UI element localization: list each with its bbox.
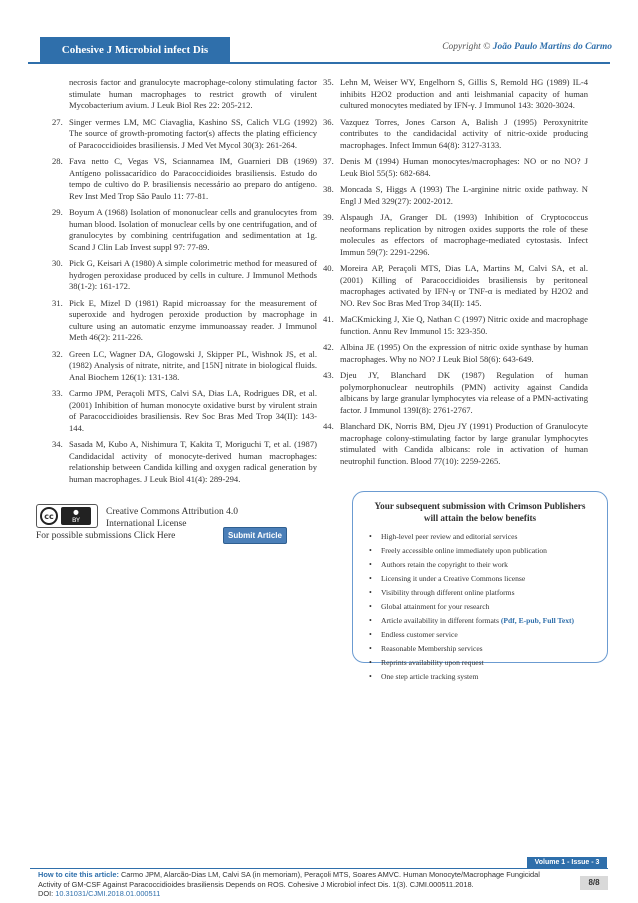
reference-item <box>52 117 317 152</box>
license-text <box>106 506 238 530</box>
reference-number: 41. <box>323 314 334 324</box>
reference-text: Albina JE (1995) On the expression of nitric oxide synthase by human macrophages. Why no NO? J Leuk Biol 58(6): 643-649. <box>340 342 588 364</box>
reference-number: 28. <box>52 156 63 166</box>
references-left-column <box>52 77 317 490</box>
reference-text: Pick E, Mizel D (1981) Rapid microassay for the measurement of superoxide and hydrogen peroxide production by macrophage in culture using an automatic enzyme immunoassay reader. J Immunol Meth 46(2): 211-226. <box>69 297 317 342</box>
benefit-item <box>369 588 607 598</box>
reference-text: Blanchard DK, Norris BM, Djeu JY (1991) Production of Granulocyte macrophage colony-stimulating factor by large granular lymphocytes stimulated with Candida albicans: role in activation of human neutrophil function. Blood 77(10): 2259-2265. <box>340 421 588 466</box>
reference-text: necrosis factor and granulocyte macrophage-colony stimulating factor stimulate human macrophages to restrict growth of virulent Mycobacterium avium. J Leuk Biol Res 22: 205-212. <box>69 77 317 110</box>
benefits-title-line-2: will attain the below benefits <box>423 513 537 523</box>
benefits-title <box>353 500 607 524</box>
reference-number: 36. <box>323 116 334 127</box>
benefit-text: High-level peer review and editorial services <box>381 532 518 541</box>
submit-article-button[interactable]: Submit Article <box>223 527 287 544</box>
header-divider <box>28 62 610 64</box>
references-right-column <box>323 77 588 472</box>
benefit-text: Authors retain the copyright to their work <box>381 560 508 569</box>
reference-number: 38. <box>323 184 334 194</box>
benefit-text: Licensing it under a Creative Commons license <box>381 574 526 583</box>
journal-title: Cohesive J Microbiol infect Dis <box>40 37 230 63</box>
reference-number: 31. <box>52 297 63 308</box>
doi-link[interactable]: 10.31031/CJMI.2018.01.000511 <box>55 889 161 898</box>
crimson-benefits-box <box>352 491 608 681</box>
benefit-text: Freely accessible online immediately upon publication <box>381 546 547 555</box>
reference-text: Fava netto C, Vegas VS, Sciannamea IM, Guarnieri DB (1969) Antígeno polissacarídico do Paracoccidioides brasiliensis. Estudo do tempo de cultivo do P. brasiliensis necessário ao preparo do antígeno. Rev Inst Med Trop São Paulo 11: 77-81. <box>69 156 317 201</box>
benefits-title-line-1: Your subsequent submission with Crimson Publishers <box>374 501 586 511</box>
license-line-2: International License <box>106 519 187 529</box>
reference-item <box>323 263 588 309</box>
benefit-item <box>369 644 607 654</box>
reference-number: 43. <box>323 370 334 380</box>
benefits-list <box>353 532 607 682</box>
reference-text: Singer vermes LM, MC Ciavaglia, Kashino SS, Calich VLG (1992) The source of growth-promoting factor(s) affects the plating efficiency of Paracoccidioides brasiliensis. J Med Vet Mycol 30(3): 261-264. <box>69 116 317 150</box>
reference-item <box>323 184 588 207</box>
reference-item <box>323 212 588 258</box>
benefit-item <box>369 658 607 668</box>
reference-item <box>52 156 317 202</box>
copyright <box>442 42 612 52</box>
benefit-item <box>369 616 607 626</box>
reference-item <box>52 439 317 485</box>
cc-icon: cc <box>40 507 58 525</box>
reference-item <box>52 388 317 434</box>
reference-number: 34. <box>52 439 63 449</box>
benefit-text: Global attainment for your research <box>381 602 490 611</box>
reference-number: 33. <box>52 388 63 398</box>
benefit-text: Reprints availability upon request <box>381 658 484 667</box>
reference-number: 39. <box>323 212 334 222</box>
reference-text: Denis M (1994) Human monocytes/macrophages: NO or no NO? J Leuk Biol 55(5): 682-684. <box>340 156 588 178</box>
reference-text: Lehn M, Weiser WY, Engelhorn S, Gillis S, Remold HG (1989) IL-4 inhibits H2O2 production and anti leishmanial capacity of human cultured monocytes mediated by IFN-γ. J Immunol 143: 3020-3024. <box>340 77 588 110</box>
reference-item <box>323 156 588 179</box>
reference-number: 40. <box>323 263 334 273</box>
benefit-text: Endless customer service <box>381 630 458 639</box>
benefit-item <box>369 630 607 640</box>
benefit-item <box>369 672 607 682</box>
doi-label: DOI: <box>38 889 54 898</box>
benefit-item <box>369 574 607 584</box>
reference-text: Green LC, Wagner DA, Glogowski J, Skipper PL, Wishnok JS, et al. (1982) Analysis of nitrate, nitrite, and [15N] nitrate in biological fluids. Anal Biochem 126(1): 131-138. <box>69 348 317 382</box>
reference-item <box>323 421 588 467</box>
reference-text: MaCKmicking J, Xie Q, Nathan C (1997) Nitric oxide and macrophage function. Annu Rev Immunol 15: 323-350. <box>340 314 588 336</box>
reference-number: 32. <box>52 348 63 359</box>
benefit-item <box>369 560 607 570</box>
citation-text: Carmo JPM, Alarcão-Dias LM, Calvi SA (in memoriam), Peraçoli MTS, Soares AMVC. Human Monocyte/Macrophage Fungicidal Activity of GM-CSF Against Paracoccidioides brasiliensis Depends on ROS. Cohesive J Microbiol infect Dis. 1(3). CJMI.000511.2018. <box>38 870 540 889</box>
creative-commons-badge[interactable] <box>36 504 98 528</box>
reference-text: Vazquez Torres, Jones Carson A, Balish J (1995) Peroxynitrite contributes to the candidacidal activity of nitric-oxide producing macrophages. Infect Immun 64(8): 3127-3133. <box>340 116 588 150</box>
page-number: 8/8 <box>580 876 608 890</box>
submission-prompt: For possible submissions Click Here <box>36 531 176 541</box>
reference-number: 35. <box>323 77 334 87</box>
reference-item <box>323 117 588 152</box>
reference-item <box>323 342 588 365</box>
reference-text: Boyum A (1968) Isolation of mononuclear cells and granulocytes from human blood. Isolation of monuclear cells by one centrifugation, and of granulocytes by combining centrifugation and sedimentation at 1g. Scand J Clin Lab Invest suppl 97: 77-89. <box>69 207 317 252</box>
reference-number: 30. <box>52 258 63 268</box>
volume-badge: Volume 1 - Issue - 3 <box>527 857 607 868</box>
reference-text: Pick G, Keisari A (1980) A simple colorimetric method for measured of hydrogen peroxidase produced by cells in culture. J Immunol Methods 38(1-2): 161-172. <box>69 258 317 291</box>
cc-by-icon <box>61 507 91 525</box>
reference-item <box>52 298 317 344</box>
formats-highlight: (Pdf, E-pub, Full Text) <box>500 616 575 625</box>
copyright-author: João Paulo Martins do Carmo <box>492 42 612 52</box>
reference-item <box>323 314 588 337</box>
citation-label: How to cite this article: <box>38 870 119 879</box>
benefit-text: Article availability in different formats <box>381 616 499 625</box>
footer-divider <box>30 868 608 869</box>
reference-text: Djeu JY, Blanchard DK (1987) Regulation of human polymorphonuclear neutrophils (PMN) activity against Candida albicans by large granular lymphocytes via release of a PMN-activating factor. J Immunol 139I(8): 2761-2767. <box>340 370 588 415</box>
person-icon: ● <box>73 508 79 516</box>
cc-by-label: BY <box>71 516 81 524</box>
reference-number: 37. <box>323 156 334 166</box>
reference-text: Moncada S, Higgs A (1993) The L-arginine nitric oxide pathway. N Engl J Med 329(27): 2002-2012. <box>340 184 588 206</box>
reference-text: Moreira AP, Peraçoli MTS, Dias LA, Martins M, Calvi SA, et al. (2001) Killing of Paracoccidioides brasiliensis by peritoneal macrophages activated by IFN-γ or TNF-α is mediated by H2O2 and NO. Rev Soc Bras Med Trop 34(II): 145. <box>340 263 588 308</box>
reference-number: 44. <box>323 421 334 431</box>
reference-item <box>52 258 317 293</box>
reference-item <box>52 207 317 253</box>
reference-number: 27. <box>52 116 63 127</box>
reference-item <box>52 349 317 384</box>
citation <box>38 870 548 899</box>
benefit-item <box>369 532 607 542</box>
reference-item <box>323 370 588 416</box>
copyright-prefix: Copyright © <box>442 42 491 52</box>
benefit-text: Visibility through different online platforms <box>381 588 515 597</box>
reference-text: Carmo JPM, Peraçoli MTS, Calvi SA, Dias LA, Rodrigues DR, et al. (2001) Inhibition of human monocyte oxidative burst by virulent strain of Paracoccidioides brasiliensis. Rev Soc Bras Med Trop 34(II): 143-144. <box>69 388 317 433</box>
benefit-item <box>369 602 607 612</box>
benefit-item <box>369 546 607 556</box>
reference-item <box>323 77 588 112</box>
benefit-text: One step article tracking system <box>381 672 479 681</box>
reference-item <box>52 77 317 112</box>
license-line-1: Creative Commons Attribution 4.0 <box>106 507 238 517</box>
reference-text: Alspaugh JA, Granger DL (1993) Inhibition of Cryptococcus neoformans replication by nitrogen oxides supports the role of these molecules as effectors of macrophage-mediated cytostasis. Infect Immun 59(7): 2291-2296. <box>340 212 588 257</box>
reference-number: 29. <box>52 207 63 217</box>
reference-number: 42. <box>323 342 334 352</box>
reference-text: Sasada M, Kubo A, Nishimura T, Kakita T, Moriguchi T, et al. (1987) Candidacidal activity of monocyte-derived human macrophages: relationship between Candida killing and oxygen radical generation by human macrophages. J Leuk Biol 41(4): 289-294. <box>69 439 317 484</box>
benefit-text: Reasonable Membership services <box>381 644 483 653</box>
